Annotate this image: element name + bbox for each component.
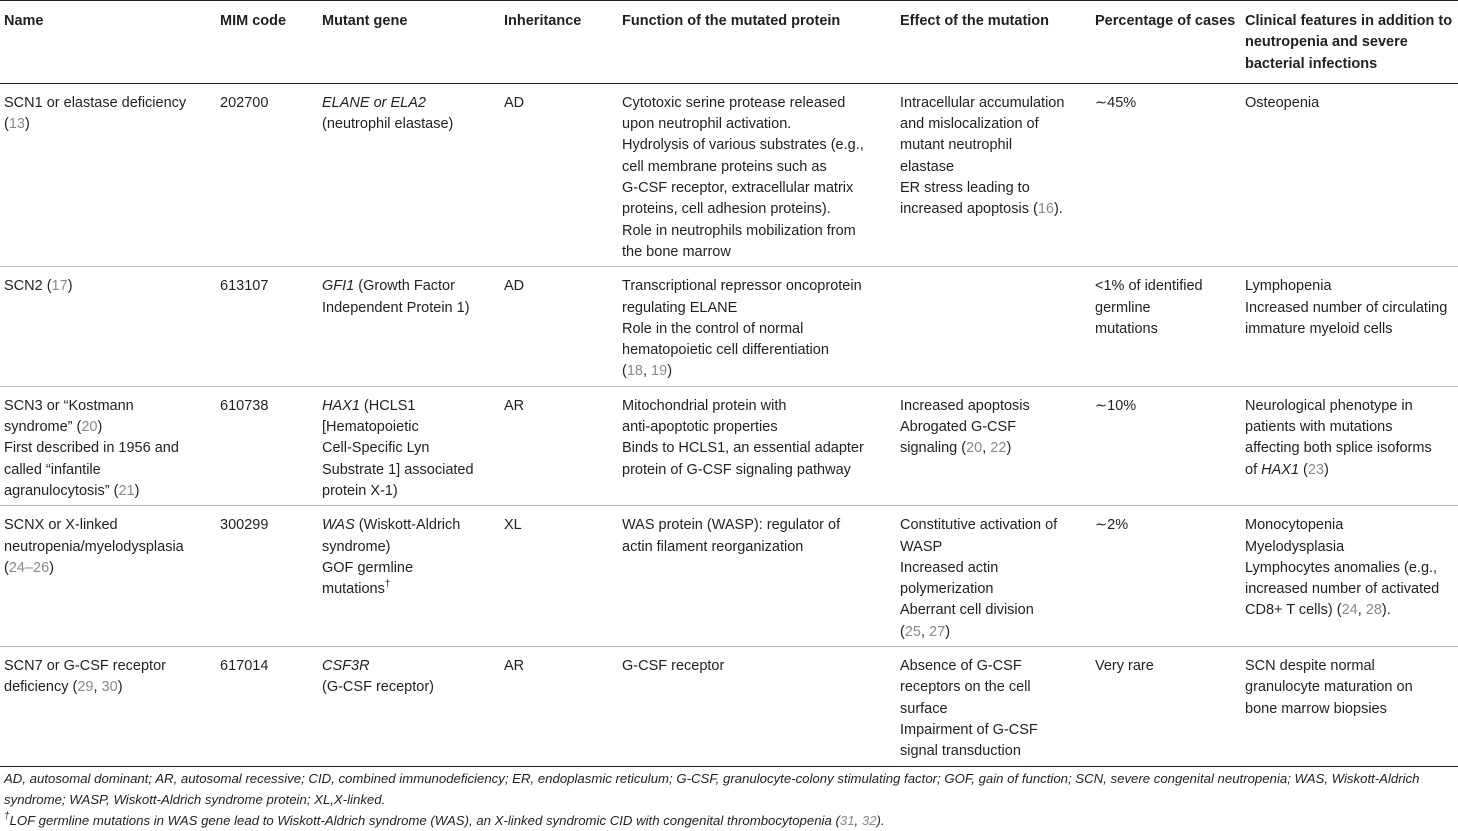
cell-mim-code-text: 617014 [220, 658, 269, 675]
cell-inheritance-text: XL [504, 517, 522, 534]
cell-function [622, 386, 900, 505]
cell-name-content [0, 506, 192, 582]
reference-link[interactable]: 24–26 [8, 559, 50, 576]
cell-name-text: SCN3 or “Kostmann syndrome” ( [4, 397, 134, 436]
cell-clinical-features [1245, 83, 1458, 266]
cell-mim-code [192, 506, 322, 647]
reference-link[interactable]: 27 [929, 623, 946, 640]
header-inheritance: Inheritance [504, 1, 622, 84]
reference-link[interactable]: 30 [101, 679, 118, 696]
cell-percentage-content [1095, 84, 1245, 117]
header-name: Name [0, 1, 192, 84]
header-effect: Effect of the mutation [900, 1, 1095, 84]
cell-function [622, 267, 900, 386]
cell-mutant-gene-content [322, 647, 504, 702]
cell-inheritance [504, 267, 622, 386]
cell-percentage [1095, 647, 1245, 766]
reference-link[interactable]: 20 [81, 419, 98, 436]
cell-function-text: Transcriptional repressor oncoprotein regulating ELANE Role in the control of normal hematopoietic cell differentiation ( [622, 278, 862, 380]
cell-percentage [1095, 386, 1245, 505]
cell-clinical-features-text: Neurological phenotype in patients with mutations affecting both splice isoforms of [1245, 397, 1432, 478]
cell-function-content [622, 387, 900, 484]
footnote-dagger [4, 810, 1454, 831]
cell-effect-text: ) [945, 623, 951, 640]
cell-mim-code [192, 647, 322, 766]
cell-mim-code [192, 386, 322, 505]
cell-function-text: Mitochondrial protein with anti-apoptotic properties Binds to HCLS1, an essential adapter protein of G-CSF signaling pathway [622, 397, 864, 478]
cell-name-content [0, 84, 192, 139]
cell-clinical-features [1245, 647, 1458, 766]
cell-effect-content [900, 84, 1095, 224]
cell-inheritance [504, 506, 622, 647]
cell-mim-code-text: 202700 [220, 94, 269, 111]
cell-effect [900, 386, 1095, 505]
cell-function-text: G-CSF receptor [622, 658, 725, 675]
cell-mim-code-content [192, 647, 322, 680]
dagger-text: LOF germline mutations in WAS gene lead to Wiskott-Aldrich syndrome (WAS), an X-linked syndromic CID with congenital thrombocytopenia ( [9, 813, 840, 828]
cell-name-text: ) First described in 1956 and called “infantile agranulocytosis” ( [4, 419, 179, 499]
reference-link[interactable]: 20 [966, 440, 983, 457]
cell-inheritance-content [504, 647, 622, 680]
dagger-mark: † [4, 811, 10, 822]
cell-clinical-features-text: , [1357, 602, 1366, 619]
cell-function-content [622, 84, 900, 266]
cell-function [622, 83, 900, 266]
cell-percentage-content [1095, 506, 1245, 539]
reference-link[interactable]: 13 [8, 116, 25, 133]
cell-inheritance [504, 83, 622, 266]
cell-percentage-text: ∼45% [1095, 94, 1137, 111]
gene-symbol: ELANE or ELA2 [322, 94, 426, 111]
reference-link[interactable]: 31 [839, 813, 855, 828]
cell-effect-text: , [920, 623, 930, 640]
cell-mutant-gene-text: (G-CSF receptor) [322, 679, 434, 696]
cell-mim-code [192, 267, 322, 386]
cell-clinical-features-text: ( [1299, 461, 1308, 478]
cell-inheritance-content [504, 506, 622, 539]
cell-name-text: ) [134, 482, 140, 499]
cell-name [0, 386, 192, 505]
cell-function-content [622, 647, 900, 680]
cell-mim-code-content [192, 387, 322, 420]
cell-mim-code-text: 300299 [220, 517, 269, 534]
cell-name [0, 506, 192, 647]
cell-inheritance [504, 386, 622, 505]
cell-effect-text: ) [1006, 440, 1012, 457]
cell-name-text: , [93, 679, 102, 696]
cell-clinical-features [1245, 267, 1458, 386]
gene-symbol: WAS [322, 517, 355, 534]
cell-effect-text: ). [1053, 201, 1063, 218]
reference-link[interactable]: 23 [1307, 461, 1325, 478]
cell-mutant-gene-content [322, 84, 504, 139]
cell-percentage-content [1095, 647, 1245, 680]
footnote-abbreviations: AD, autosomal dominant; AR, autosomal recessive; CID, combined immunodeficiency; ER, endoplasmic reticulum; G-CSF, granulocyte-colony stimulating factor; GOF, gain of function; SCN, severe congenital neutropenia; WAS, Wiskott-Aldrich syndrome; WASP, Wiskott-Aldrich syndrome protein; XL,X-linked. [4, 771, 1420, 807]
cell-clinical-features-text: ). [1381, 602, 1391, 619]
cell-effect-text: Absence of G-CSF receptors on the cell surface Impairment of G-CSF signal transduction [900, 658, 1038, 760]
gene-symbol: GFI1 [322, 278, 355, 295]
table-row [0, 267, 1458, 386]
cell-inheritance-text: AR [504, 658, 525, 675]
cell-clinical-features-content [1245, 387, 1458, 484]
cell-name-text: SCN2 ( [4, 278, 52, 295]
dagger-end: ). [876, 813, 885, 828]
cell-name-text: ) [24, 116, 30, 133]
header-mim-code: MIM code [192, 1, 322, 84]
cell-mim-code-content [192, 84, 322, 117]
header-percentage: Percentage of cases [1095, 1, 1245, 84]
cell-clinical-features-text: ) [1324, 461, 1329, 478]
cell-percentage-text: Very rare [1095, 658, 1154, 675]
dagger-separator: , [854, 813, 862, 828]
cell-name-text: SCNX or X-linked neutropenia/myelodysplasia ( [4, 517, 184, 576]
table-header-row [0, 1, 1458, 84]
cell-percentage [1095, 506, 1245, 647]
cell-mutant-gene-content [322, 506, 504, 603]
cell-name-content [0, 267, 192, 300]
cell-mutant-gene [322, 506, 504, 647]
cell-function [622, 647, 900, 766]
cell-effect [900, 647, 1095, 766]
cell-mutant-gene [322, 83, 504, 266]
cell-name [0, 83, 192, 266]
cell-name-text: ) [117, 679, 123, 696]
cell-function-content [622, 267, 900, 385]
reference-link[interactable]: 19 [651, 363, 668, 380]
gene-symbol: CSF3R [322, 658, 370, 675]
reference-link[interactable]: 18 [626, 363, 643, 380]
reference-link[interactable]: 32 [861, 813, 877, 828]
cell-percentage-text: <1% of identified germline mutations [1095, 278, 1203, 337]
cell-function-text: , [642, 363, 652, 380]
reference-link[interactable]: 28 [1365, 602, 1382, 619]
cell-effect [900, 83, 1095, 266]
cell-mutant-gene-text: (Growth Factor Independent Protein 1) [322, 278, 470, 316]
dagger-mark: † [384, 579, 391, 591]
cell-mutant-gene-content [322, 267, 504, 322]
cell-effect-text: Intracellular accumulation and mislocalization of mutant neutrophil elastase ER stress leading to increased apoptosis ( [900, 94, 1065, 218]
cell-mutant-gene-text: (HCLS1 [Hematopoietic Cell-Specific Lyn Substrate 1] associated protein X-1) [322, 397, 474, 499]
cell-effect-content [900, 267, 1095, 279]
cell-name-content [0, 387, 192, 505]
cell-percentage-text: ∼2% [1095, 517, 1129, 534]
cell-percentage-text: ∼10% [1095, 397, 1137, 414]
cell-mim-code-text: 610738 [220, 397, 269, 414]
gene-symbol: HAX1 [322, 397, 360, 414]
cell-clinical-features-content [1245, 267, 1458, 343]
cell-mim-code [192, 83, 322, 266]
cell-mutant-gene [322, 267, 504, 386]
cell-effect-text: Constitutive activation of WASP Increased actin polymerization Aberrant cell division ( [900, 517, 1058, 640]
cell-name-content [0, 647, 192, 702]
cell-function-text: ) [667, 363, 673, 380]
cell-mim-code-content [192, 506, 322, 539]
cell-clinical-features-text: Monocytopenia Myelodysplasia Lymphocytes anomalies (e.g., increased number of activated CD8+ T cells) ( [1245, 517, 1440, 619]
cell-clinical-features-content [1245, 506, 1458, 624]
cell-name [0, 267, 192, 386]
cell-function [622, 506, 900, 647]
cell-mim-code-text: 613107 [220, 278, 269, 295]
header-mutant-gene: Mutant gene [322, 1, 504, 84]
cell-mutant-gene-text: (neutrophil elastase) [322, 116, 454, 133]
table-footnotes [4, 768, 1454, 831]
table-row [0, 386, 1458, 505]
cell-inheritance-content [504, 267, 622, 300]
cell-inheritance-content [504, 84, 622, 117]
cell-clinical-features [1245, 506, 1458, 647]
cell-function-text: WAS protein (WASP): regulator of actin filament reorganization [622, 517, 841, 555]
table-row [0, 506, 1458, 647]
header-function: Function of the mutated protein [622, 1, 900, 84]
cell-clinical-features-content [1245, 84, 1458, 117]
table-row [0, 83, 1458, 266]
header-clinical-features: Clinical features in addition to neutropenia and severe bacterial infections [1245, 1, 1458, 84]
cell-effect-content [900, 647, 1095, 765]
cell-clinical-features-text: Osteopenia [1245, 94, 1320, 111]
cell-percentage-content [1095, 267, 1245, 343]
cell-name-text: SCN7 or G-CSF receptor deficiency ( [4, 658, 166, 696]
cell-effect-content [900, 387, 1095, 463]
gene-symbol: HAX1 [1261, 461, 1300, 478]
cell-function-text: Cytotoxic serine protease released upon neutrophil activation. Hydrolysis of various substrates (e.g., cell membrane proteins such as G-CSF receptor, extracellular matrix proteins, cell adhesion proteins). Role in neutrophils mobilization from the bone marrow [622, 94, 864, 260]
cell-inheritance-text: AD [504, 94, 525, 111]
cell-function-content [622, 506, 900, 561]
cell-percentage [1095, 83, 1245, 266]
reference-link[interactable]: 22 [990, 440, 1007, 457]
cell-inheritance-content [504, 387, 622, 420]
cell-inheritance [504, 647, 622, 766]
cell-effect [900, 267, 1095, 386]
cell-name-text: ) [49, 559, 55, 576]
reference-link[interactable]: 25 [904, 623, 921, 640]
cell-inheritance-text: AD [504, 278, 525, 295]
cell-effect-text: , [982, 440, 991, 457]
reference-link[interactable]: 16 [1037, 201, 1054, 218]
cell-clinical-features-content [1245, 647, 1458, 723]
cell-mutant-gene [322, 386, 504, 505]
reference-link[interactable]: 29 [77, 679, 94, 696]
cell-clinical-features-text: Lymphopenia Increased number of circulating immature myeloid cells [1245, 278, 1448, 337]
cell-name [0, 647, 192, 766]
cell-percentage [1095, 267, 1245, 386]
reference-link[interactable]: 21 [118, 482, 135, 499]
cell-effect-content [900, 506, 1095, 646]
table-body [0, 83, 1458, 766]
table-row [0, 647, 1458, 766]
cell-clinical-features [1245, 386, 1458, 505]
reference-link[interactable]: 17 [51, 278, 68, 295]
cell-mutant-gene-content [322, 387, 504, 505]
reference-link[interactable]: 24 [1341, 602, 1358, 619]
cell-effect [900, 506, 1095, 647]
cell-name-text: SCN1 or elastase deficiency ( [4, 94, 187, 133]
cell-percentage-content [1095, 387, 1245, 420]
cell-mutant-gene [322, 647, 504, 766]
cell-mutant-gene-text: (Wiskott-Aldrich syndrome) GOF germline mutations [322, 517, 461, 598]
cell-name-text: ) [67, 278, 73, 295]
cell-clinical-features-text: SCN despite normal granulocyte maturation on bone marrow biopsies [1245, 658, 1413, 717]
cell-mim-code-content [192, 267, 322, 300]
cell-inheritance-text: AR [504, 397, 525, 414]
cell-effect-text: Increased apoptosis Abrogated G-CSF signaling ( [900, 397, 1030, 457]
